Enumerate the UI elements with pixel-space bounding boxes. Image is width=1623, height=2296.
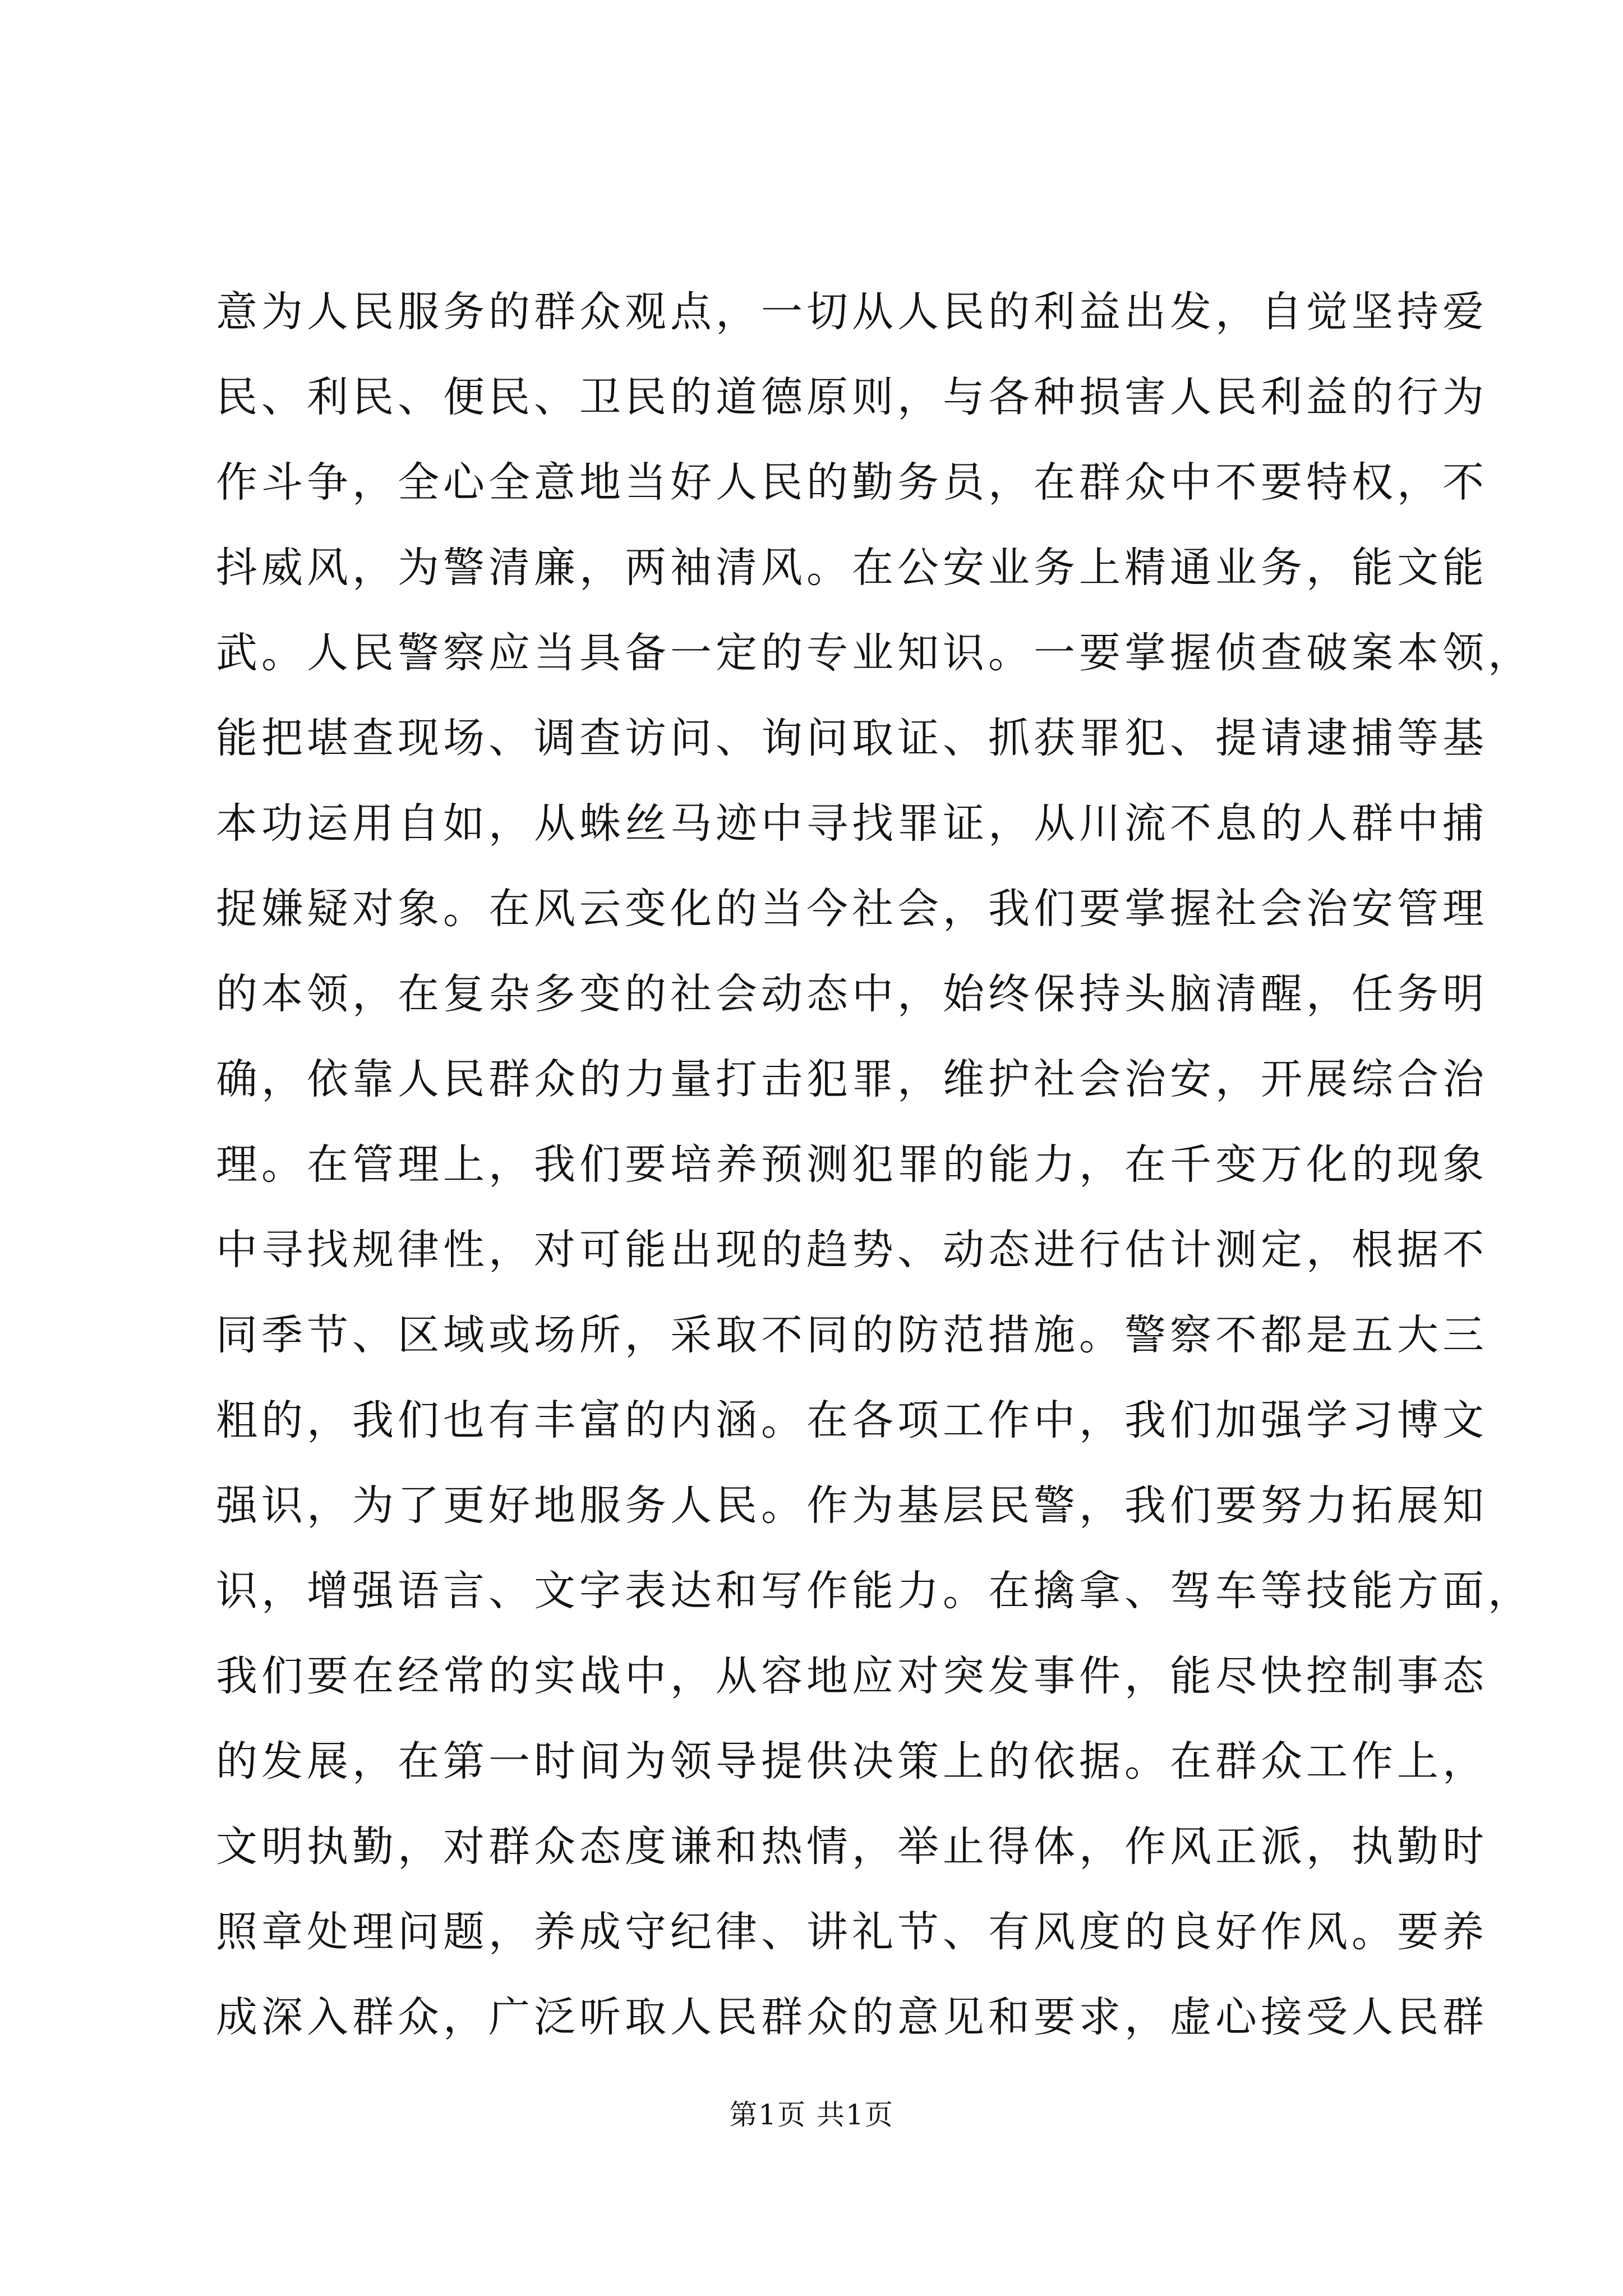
text-line: 武。人民警察应当具备一定的专业知识。一要掌握侦查破案本领， xyxy=(216,629,1533,677)
text-line: 民、利民、便民、卫民的道德原则，与各种损害人民利益的行为 xyxy=(216,373,1488,421)
text-line: 能把堪查现场、调查访问、询问取证、抓获罪犯、提请逮捕等基 xyxy=(216,714,1488,762)
text-line: 的发展，在第一时间为领导提供决策上的依据。在群众工作上， xyxy=(216,1737,1488,1786)
text-line: 的本领，在复杂多变的社会动态中，始终保持头脑清醒，任务明 xyxy=(216,970,1488,1018)
text-line: 识，增强语言、文字表达和写作能力。在擒拿、驾车等技能方面， xyxy=(216,1567,1533,1615)
text-line: 中寻找规律性，对可能出现的趋势、动态进行估计测定，根据不 xyxy=(216,1226,1488,1274)
text-line: 意为人民服务的群众观点，一切从人民的利益出发，自觉坚持爱 xyxy=(216,288,1488,336)
page-footer: 第1页 共1页 xyxy=(729,2099,894,2131)
text-line: 粗的，我们也有丰富的内涵。在各项工作中，我们加强学习博文 xyxy=(216,1396,1488,1444)
text-line: 我们要在经常的实战中，从容地应对突发事件，能尽快控制事态 xyxy=(216,1652,1488,1700)
text-line: 本功运用自如，从蛛丝马迹中寻找罪证，从川流不息的人群中捕 xyxy=(216,799,1488,848)
text-line: 同季节、区域或场所，采取不同的防范措施。警察不都是五大三 xyxy=(216,1311,1488,1359)
text-line: 理。在管理上，我们要培养预测犯罪的能力，在千变万化的现象 xyxy=(216,1140,1488,1189)
body-text xyxy=(216,269,1533,2060)
text-line: 文明执勤，对群众态度谦和热情，举止得体，作风正派，执勤时 xyxy=(216,1823,1488,1871)
text-line: 抖威风，为警清廉，两袖清风。在公安业务上精通业务，能文能 xyxy=(216,544,1488,592)
text-line: 照章处理问题，养成守纪律、讲礼节、有风度的良好作风。要养 xyxy=(216,1908,1488,1956)
text-line: 成深入群众，广泛听取人民群众的意见和要求，虚心接受人民群 xyxy=(216,1993,1488,2041)
text-line: 确，依靠人民群众的力量打击犯罪，维护社会治安，开展综合治 xyxy=(216,1055,1488,1103)
text-line: 强识，为了更好地服务人民。作为基层民警，我们要努力拓展知 xyxy=(216,1481,1488,1530)
text-line: 捉嫌疑对象。在风云变化的当今社会，我们要掌握社会治安管理 xyxy=(216,885,1488,933)
text-line: 作斗争，全心全意地当好人民的勤务员，在群众中不要特权，不 xyxy=(216,458,1488,507)
